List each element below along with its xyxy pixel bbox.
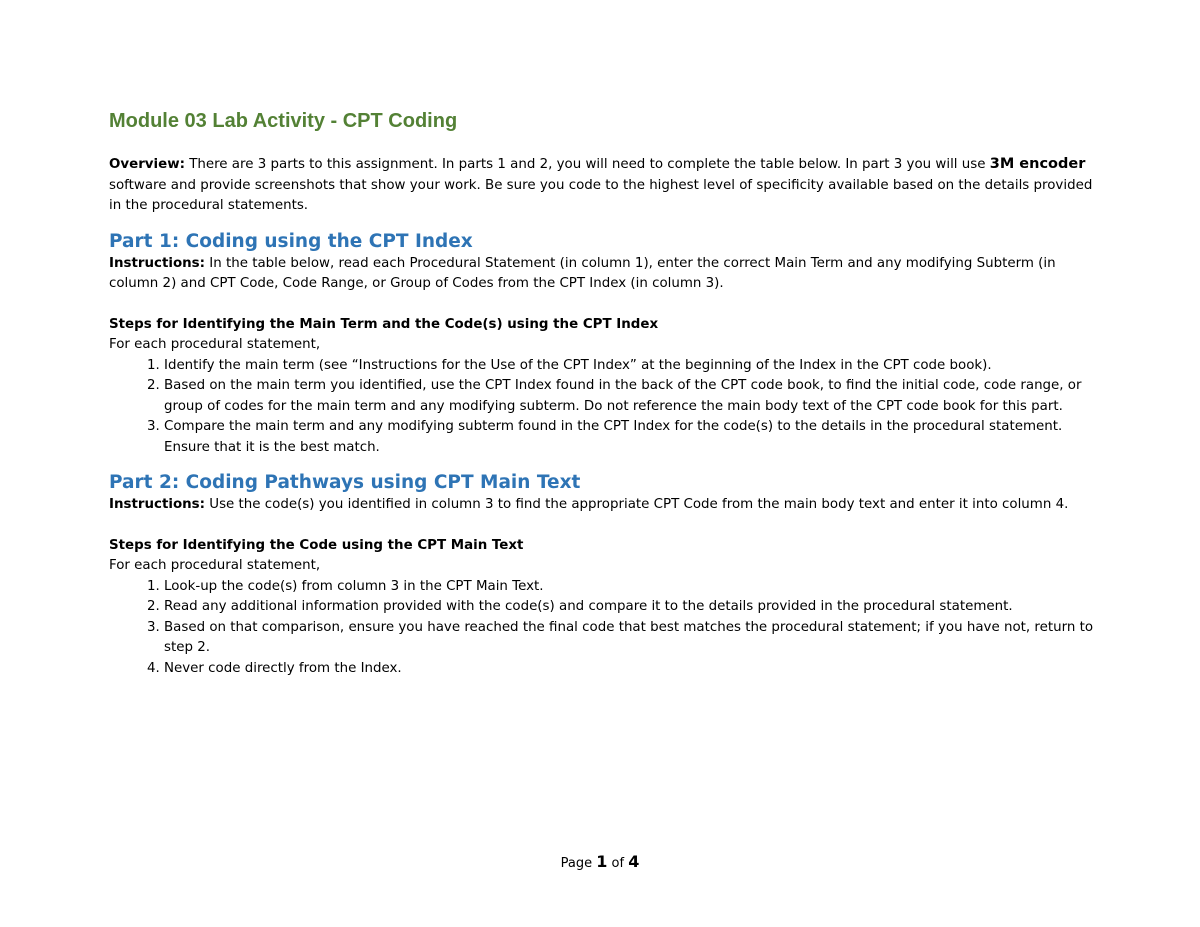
part1-steps-intro: For each procedural statement, <box>109 337 321 352</box>
list-item: 3. Compare the main term and any modifying subterm found in the CPT Index for the code(s) to the details in the procedural statement. Ensure that it is the best match. <box>164 417 1099 458</box>
overview-emphasis: 3M encoder <box>989 156 1086 172</box>
page-label: Page <box>560 856 597 871</box>
list-item: 1. Identify the main term (see “Instructions for the Use of the CPT Index” at the beginning of the Index in the CPT code book). <box>164 356 1099 377</box>
part1-steps-list <box>109 356 1099 459</box>
spacer <box>109 458 1099 471</box>
overview-label: Overview: <box>109 157 185 172</box>
total-pages-number: 4 <box>628 852 640 871</box>
part1-instructions-label: Instructions: <box>109 255 206 271</box>
part2-steps-intro: For each procedural statement, <box>109 558 321 573</box>
part2-instructions-text: Use the code(s) you identified in column 3 to find the appropriate CPT Code from the main body text and enter it into column 4. <box>205 497 1069 512</box>
overview-paragraph <box>109 154 1099 217</box>
part1-instructions-text: In the table below, read each Procedural Statement (in column 1), enter the correct Main Term and any modifying Subterm (in column 2) and CPT Code, Code Range, or Group of Codes from the CPT Index (in column 3). <box>109 255 1056 291</box>
part2-instructions-label: Instructions: <box>109 497 206 512</box>
part1-heading: Part 1: Coding using the CPT Index <box>109 230 473 252</box>
overview-text-after: software and provide screenshots that show your work. Be sure you code to the highest level of specificity available based on the details provided in the procedural statements. <box>109 177 1093 213</box>
page-of-label: of <box>607 856 629 871</box>
part2-heading: Part 2: Coding Pathways using CPT Main Text <box>109 472 581 493</box>
part1-instructions <box>109 254 1099 295</box>
part2-instructions <box>109 495 1099 516</box>
list-item: 4. Never code directly from the Index. <box>164 659 1099 680</box>
part2-steps-heading: Steps for Identifying the Code using the CPT Main Text <box>109 537 524 553</box>
part1-steps-heading: Steps for Identifying the Main Term and the Code(s) using the CPT Index <box>109 316 659 332</box>
list-item: 2. Based on the main term you identified, use the CPT Index found in the back of the CPT code book, to find the initial code, code range, or group of codes for the main term and any modifying subterm. Do not reference the main body text of the CPT code book for this part. <box>164 376 1099 417</box>
list-item: 1. Look-up the code(s) from column 3 in the CPT Main Text. <box>164 577 1099 598</box>
current-page-number: 1 <box>596 852 608 871</box>
list-item: 3. Based on that comparison, ensure you have reached the final code that best matches the procedural statement; if you have not, return to step 2. <box>164 618 1099 659</box>
page-footer <box>0 851 1200 875</box>
part2-steps-list <box>109 577 1099 680</box>
document-body <box>109 108 1099 679</box>
spacer <box>109 516 1099 536</box>
spacer <box>109 295 1099 315</box>
list-item: 2. Read any additional information provided with the code(s) and compare it to the details provided in the procedural statement. <box>164 597 1099 618</box>
spacer <box>109 217 1099 230</box>
document-title: Module 03 Lab Activity - CPT Coding <box>109 110 458 132</box>
overview-text-before: There are 3 parts to this assignment. In parts 1 and 2, you will need to complete the table below. In part 3 you will use <box>184 157 990 172</box>
